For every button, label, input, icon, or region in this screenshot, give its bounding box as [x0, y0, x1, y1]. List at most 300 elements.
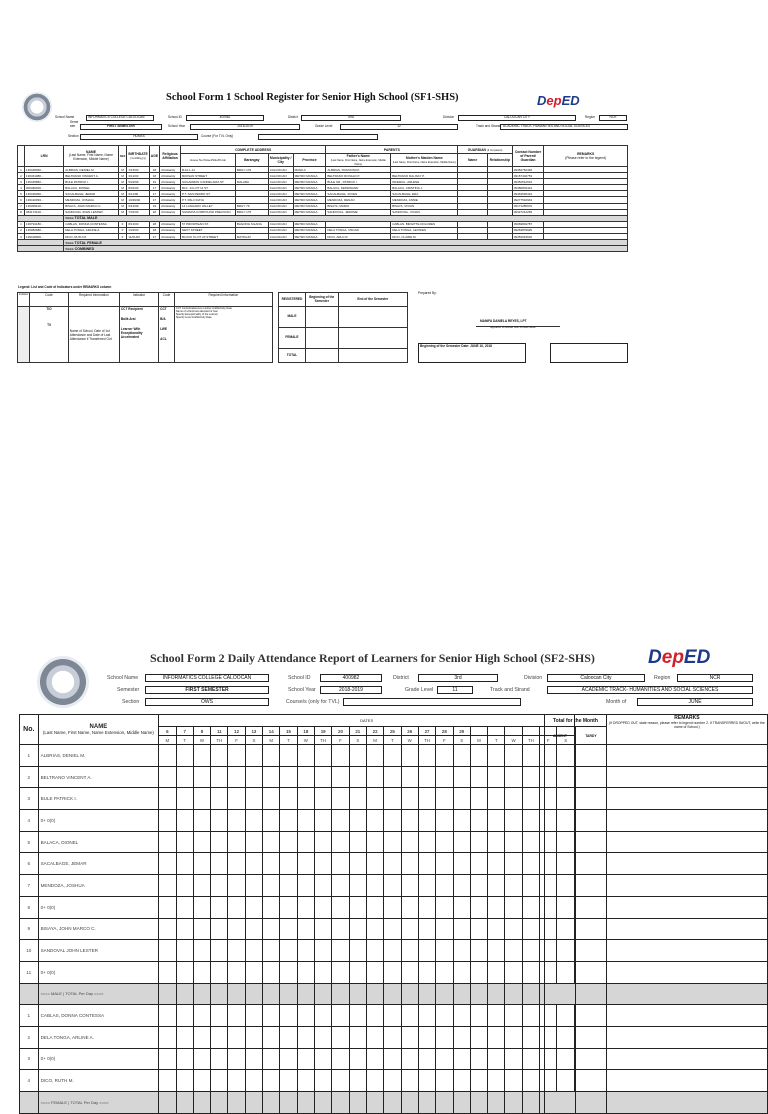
attendance-cell[interactable]	[436, 1070, 453, 1092]
attendance-cell[interactable]	[366, 918, 383, 940]
attendance-cell[interactable]	[193, 1070, 210, 1092]
attendance-cell[interactable]	[470, 1048, 487, 1070]
attendance-cell[interactable]	[384, 853, 401, 875]
attendance-cell[interactable]	[470, 918, 487, 940]
attendance-cell[interactable]	[211, 831, 228, 853]
attendance-cell[interactable]	[453, 896, 470, 918]
attendance-cell[interactable]	[522, 853, 539, 875]
attendance-cell[interactable]	[436, 810, 453, 832]
remarks-cell[interactable]	[606, 896, 767, 918]
attendance-cell[interactable]	[488, 875, 505, 897]
attendance-cell[interactable]	[245, 1048, 262, 1070]
attendance-cell[interactable]	[332, 831, 349, 853]
attendance-cell[interactable]	[211, 940, 228, 962]
attendance-cell[interactable]	[332, 875, 349, 897]
attendance-cell[interactable]	[349, 1005, 366, 1027]
attendance-cell[interactable]	[418, 788, 435, 810]
remarks-cell[interactable]	[606, 745, 767, 767]
attendance-cell[interactable]	[332, 1026, 349, 1048]
attendance-cell[interactable]	[349, 875, 366, 897]
absent-cell[interactable]	[545, 896, 576, 918]
attendance-cell[interactable]	[211, 788, 228, 810]
attendance-cell[interactable]	[384, 745, 401, 767]
attendance-cell[interactable]	[436, 896, 453, 918]
attendance-cell[interactable]	[332, 1070, 349, 1092]
attendance-cell[interactable]	[349, 1048, 366, 1070]
attendance-cell[interactable]	[453, 831, 470, 853]
attendance-cell[interactable]	[315, 918, 332, 940]
attendance-cell[interactable]	[332, 810, 349, 832]
attendance-cell[interactable]	[297, 918, 314, 940]
attendance-cell[interactable]	[505, 896, 522, 918]
tardy-cell[interactable]	[575, 831, 606, 853]
attendance-cell[interactable]	[228, 1026, 245, 1048]
attendance-cell[interactable]	[384, 896, 401, 918]
attendance-cell[interactable]	[522, 1048, 539, 1070]
absent-cell[interactable]	[545, 961, 576, 983]
attendance-cell[interactable]	[401, 1048, 418, 1070]
tardy-cell[interactable]	[575, 983, 606, 1005]
attendance-cell[interactable]	[263, 788, 280, 810]
tardy-cell[interactable]	[575, 1092, 606, 1114]
attendance-cell[interactable]	[453, 853, 470, 875]
attendance-cell[interactable]	[228, 918, 245, 940]
attendance-cell[interactable]	[453, 788, 470, 810]
attendance-cell[interactable]	[418, 1070, 435, 1092]
attendance-cell[interactable]	[193, 788, 210, 810]
attendance-cell[interactable]	[193, 745, 210, 767]
attendance-cell[interactable]	[488, 1026, 505, 1048]
absent-cell[interactable]	[545, 875, 576, 897]
attendance-cell[interactable]	[315, 1005, 332, 1027]
attendance-cell[interactable]	[245, 831, 262, 853]
attendance-cell[interactable]	[315, 1026, 332, 1048]
absent-cell[interactable]	[545, 853, 576, 875]
attendance-cell[interactable]	[505, 831, 522, 853]
attendance-cell[interactable]	[228, 745, 245, 767]
attendance-cell[interactable]	[332, 853, 349, 875]
attendance-cell[interactable]	[401, 831, 418, 853]
attendance-cell[interactable]	[315, 875, 332, 897]
attendance-cell[interactable]	[384, 1005, 401, 1027]
attendance-cell[interactable]	[384, 788, 401, 810]
attendance-cell[interactable]	[505, 940, 522, 962]
attendance-cell[interactable]	[418, 940, 435, 962]
attendance-cell[interactable]	[366, 766, 383, 788]
attendance-cell[interactable]	[505, 1070, 522, 1092]
attendance-cell[interactable]	[522, 896, 539, 918]
absent-cell[interactable]	[545, 1026, 576, 1048]
attendance-cell[interactable]	[436, 940, 453, 962]
attendance-cell[interactable]	[436, 788, 453, 810]
remarks-cell[interactable]	[606, 766, 767, 788]
absent-cell[interactable]	[545, 1092, 576, 1114]
attendance-cell[interactable]	[436, 766, 453, 788]
attendance-cell[interactable]	[436, 918, 453, 940]
attendance-cell[interactable]	[176, 831, 193, 853]
attendance-cell[interactable]	[488, 1005, 505, 1027]
attendance-cell[interactable]	[453, 766, 470, 788]
attendance-cell[interactable]	[280, 918, 297, 940]
attendance-cell[interactable]	[470, 940, 487, 962]
remarks-cell[interactable]	[606, 961, 767, 983]
attendance-cell[interactable]	[159, 1026, 176, 1048]
attendance-cell[interactable]	[176, 745, 193, 767]
attendance-cell[interactable]	[211, 961, 228, 983]
attendance-cell[interactable]	[401, 853, 418, 875]
attendance-cell[interactable]	[418, 831, 435, 853]
attendance-cell[interactable]	[280, 853, 297, 875]
attendance-cell[interactable]	[176, 1005, 193, 1027]
attendance-cell[interactable]	[401, 745, 418, 767]
attendance-cell[interactable]	[488, 810, 505, 832]
attendance-cell[interactable]	[384, 831, 401, 853]
attendance-cell[interactable]	[384, 918, 401, 940]
attendance-cell[interactable]	[470, 810, 487, 832]
attendance-cell[interactable]	[366, 961, 383, 983]
attendance-cell[interactable]	[401, 788, 418, 810]
attendance-cell[interactable]	[245, 766, 262, 788]
attendance-cell[interactable]	[280, 1070, 297, 1092]
attendance-cell[interactable]	[384, 1048, 401, 1070]
attendance-cell[interactable]	[436, 1026, 453, 1048]
attendance-cell[interactable]	[315, 853, 332, 875]
attendance-cell[interactable]	[332, 766, 349, 788]
tardy-cell[interactable]	[575, 1070, 606, 1092]
attendance-cell[interactable]	[349, 1070, 366, 1092]
attendance-cell[interactable]	[228, 810, 245, 832]
attendance-cell[interactable]	[332, 961, 349, 983]
attendance-cell[interactable]	[211, 1048, 228, 1070]
attendance-cell[interactable]	[245, 1070, 262, 1092]
attendance-cell[interactable]	[297, 896, 314, 918]
attendance-cell[interactable]	[211, 1005, 228, 1027]
attendance-cell[interactable]	[297, 788, 314, 810]
absent-cell[interactable]	[545, 983, 576, 1005]
attendance-cell[interactable]	[401, 1026, 418, 1048]
attendance-cell[interactable]	[193, 853, 210, 875]
attendance-cell[interactable]	[349, 831, 366, 853]
attendance-cell[interactable]	[349, 918, 366, 940]
attendance-cell[interactable]	[470, 1005, 487, 1027]
remarks-cell[interactable]	[606, 1070, 767, 1092]
attendance-cell[interactable]	[488, 745, 505, 767]
attendance-cell[interactable]	[280, 961, 297, 983]
attendance-cell[interactable]	[366, 853, 383, 875]
attendance-cell[interactable]	[228, 875, 245, 897]
attendance-cell[interactable]	[228, 896, 245, 918]
attendance-cell[interactable]	[332, 788, 349, 810]
attendance-cell[interactable]	[315, 896, 332, 918]
attendance-cell[interactable]	[366, 875, 383, 897]
attendance-cell[interactable]	[436, 1005, 453, 1027]
attendance-cell[interactable]	[280, 766, 297, 788]
attendance-cell[interactable]	[297, 940, 314, 962]
attendance-cell[interactable]	[384, 810, 401, 832]
attendance-cell[interactable]	[349, 1026, 366, 1048]
attendance-cell[interactable]	[470, 1070, 487, 1092]
tardy-cell[interactable]	[575, 1005, 606, 1027]
attendance-cell[interactable]	[228, 1070, 245, 1092]
attendance-cell[interactable]	[505, 961, 522, 983]
remarks-cell[interactable]	[606, 940, 767, 962]
remarks-cell[interactable]	[606, 1005, 767, 1027]
attendance-cell[interactable]	[193, 1005, 210, 1027]
tardy-cell[interactable]	[575, 853, 606, 875]
attendance-cell[interactable]	[522, 745, 539, 767]
tardy-cell[interactable]	[575, 961, 606, 983]
attendance-cell[interactable]	[211, 875, 228, 897]
attendance-cell[interactable]	[332, 940, 349, 962]
attendance-cell[interactable]	[401, 940, 418, 962]
attendance-cell[interactable]	[228, 1048, 245, 1070]
remarks-cell[interactable]	[606, 1048, 767, 1070]
attendance-cell[interactable]	[297, 1048, 314, 1070]
attendance-cell[interactable]	[470, 853, 487, 875]
attendance-cell[interactable]	[488, 766, 505, 788]
attendance-cell[interactable]	[436, 831, 453, 853]
attendance-cell[interactable]	[228, 1005, 245, 1027]
attendance-cell[interactable]	[436, 745, 453, 767]
attendance-cell[interactable]	[505, 1048, 522, 1070]
attendance-cell[interactable]	[297, 875, 314, 897]
attendance-cell[interactable]	[522, 788, 539, 810]
attendance-cell[interactable]	[315, 745, 332, 767]
attendance-cell[interactable]	[159, 961, 176, 983]
attendance-cell[interactable]	[453, 810, 470, 832]
attendance-cell[interactable]	[349, 810, 366, 832]
attendance-cell[interactable]	[349, 896, 366, 918]
attendance-cell[interactable]	[193, 766, 210, 788]
attendance-cell[interactable]	[297, 1005, 314, 1027]
attendance-cell[interactable]	[470, 1026, 487, 1048]
attendance-cell[interactable]	[297, 766, 314, 788]
attendance-cell[interactable]	[505, 1026, 522, 1048]
attendance-cell[interactable]	[245, 940, 262, 962]
attendance-cell[interactable]	[176, 810, 193, 832]
attendance-cell[interactable]	[505, 918, 522, 940]
attendance-cell[interactable]	[211, 766, 228, 788]
attendance-cell[interactable]	[522, 940, 539, 962]
attendance-cell[interactable]	[315, 831, 332, 853]
attendance-cell[interactable]	[176, 940, 193, 962]
attendance-cell[interactable]	[488, 896, 505, 918]
attendance-cell[interactable]	[349, 940, 366, 962]
attendance-cell[interactable]	[159, 810, 176, 832]
attendance-cell[interactable]	[263, 961, 280, 983]
absent-cell[interactable]	[545, 1048, 576, 1070]
attendance-cell[interactable]	[453, 940, 470, 962]
absent-cell[interactable]	[545, 788, 576, 810]
attendance-cell[interactable]	[280, 1048, 297, 1070]
attendance-cell[interactable]	[522, 875, 539, 897]
attendance-cell[interactable]	[297, 745, 314, 767]
attendance-cell[interactable]	[366, 940, 383, 962]
attendance-cell[interactable]	[193, 1048, 210, 1070]
tardy-cell[interactable]	[575, 875, 606, 897]
attendance-cell[interactable]	[349, 766, 366, 788]
attendance-cell[interactable]	[280, 875, 297, 897]
attendance-cell[interactable]	[315, 1070, 332, 1092]
attendance-cell[interactable]	[159, 918, 176, 940]
attendance-cell[interactable]	[332, 896, 349, 918]
attendance-cell[interactable]	[263, 766, 280, 788]
attendance-cell[interactable]	[159, 831, 176, 853]
attendance-cell[interactable]	[193, 1026, 210, 1048]
attendance-cell[interactable]	[453, 745, 470, 767]
attendance-cell[interactable]	[315, 788, 332, 810]
attendance-cell[interactable]	[332, 745, 349, 767]
attendance-cell[interactable]	[418, 1026, 435, 1048]
attendance-cell[interactable]	[366, 831, 383, 853]
attendance-cell[interactable]	[470, 788, 487, 810]
attendance-cell[interactable]	[245, 961, 262, 983]
attendance-cell[interactable]	[401, 961, 418, 983]
attendance-cell[interactable]	[488, 961, 505, 983]
attendance-cell[interactable]	[418, 1048, 435, 1070]
attendance-cell[interactable]	[332, 1005, 349, 1027]
absent-cell[interactable]	[545, 831, 576, 853]
attendance-cell[interactable]	[159, 766, 176, 788]
attendance-cell[interactable]	[159, 875, 176, 897]
attendance-cell[interactable]	[193, 875, 210, 897]
attendance-cell[interactable]	[384, 875, 401, 897]
attendance-cell[interactable]	[401, 766, 418, 788]
attendance-cell[interactable]	[211, 896, 228, 918]
attendance-cell[interactable]	[505, 745, 522, 767]
attendance-cell[interactable]	[297, 961, 314, 983]
tardy-cell[interactable]	[575, 1026, 606, 1048]
attendance-cell[interactable]	[297, 1026, 314, 1048]
attendance-cell[interactable]	[315, 1048, 332, 1070]
attendance-cell[interactable]	[470, 766, 487, 788]
remarks-cell[interactable]	[606, 853, 767, 875]
attendance-cell[interactable]	[176, 853, 193, 875]
remarks-cell[interactable]	[606, 875, 767, 897]
attendance-cell[interactable]	[159, 853, 176, 875]
tardy-cell[interactable]	[575, 745, 606, 767]
attendance-cell[interactable]	[263, 1048, 280, 1070]
attendance-cell[interactable]	[349, 961, 366, 983]
remarks-cell[interactable]	[606, 1026, 767, 1048]
attendance-cell[interactable]	[332, 918, 349, 940]
attendance-cell[interactable]	[280, 1005, 297, 1027]
attendance-cell[interactable]	[297, 1070, 314, 1092]
attendance-cell[interactable]	[366, 1026, 383, 1048]
attendance-cell[interactable]	[280, 810, 297, 832]
attendance-cell[interactable]	[505, 766, 522, 788]
attendance-cell[interactable]	[280, 745, 297, 767]
attendance-cell[interactable]	[349, 853, 366, 875]
attendance-cell[interactable]	[280, 831, 297, 853]
attendance-cell[interactable]	[211, 918, 228, 940]
attendance-cell[interactable]	[159, 1005, 176, 1027]
absent-cell[interactable]	[545, 940, 576, 962]
attendance-cell[interactable]	[193, 961, 210, 983]
attendance-cell[interactable]	[366, 810, 383, 832]
remarks-cell[interactable]	[606, 831, 767, 853]
attendance-cell[interactable]	[263, 1070, 280, 1092]
attendance-cell[interactable]	[263, 1005, 280, 1027]
attendance-cell[interactable]	[159, 1048, 176, 1070]
absent-cell[interactable]	[545, 1005, 576, 1027]
attendance-cell[interactable]	[470, 831, 487, 853]
attendance-cell[interactable]	[159, 788, 176, 810]
attendance-cell[interactable]	[193, 896, 210, 918]
attendance-cell[interactable]	[505, 788, 522, 810]
attendance-cell[interactable]	[522, 1070, 539, 1092]
attendance-cell[interactable]	[470, 745, 487, 767]
attendance-cell[interactable]	[488, 1048, 505, 1070]
attendance-cell[interactable]	[522, 961, 539, 983]
attendance-cell[interactable]	[401, 896, 418, 918]
attendance-cell[interactable]	[228, 788, 245, 810]
attendance-cell[interactable]	[436, 1048, 453, 1070]
attendance-cell[interactable]	[453, 1005, 470, 1027]
attendance-cell[interactable]	[384, 1070, 401, 1092]
attendance-cell[interactable]	[366, 1005, 383, 1027]
attendance-cell[interactable]	[280, 1026, 297, 1048]
tardy-cell[interactable]	[575, 918, 606, 940]
attendance-cell[interactable]	[401, 875, 418, 897]
attendance-cell[interactable]	[315, 940, 332, 962]
attendance-cell[interactable]	[245, 875, 262, 897]
absent-cell[interactable]	[545, 810, 576, 832]
attendance-cell[interactable]	[418, 810, 435, 832]
attendance-cell[interactable]	[211, 1070, 228, 1092]
attendance-cell[interactable]	[228, 766, 245, 788]
attendance-cell[interactable]	[332, 1048, 349, 1070]
attendance-cell[interactable]	[176, 788, 193, 810]
attendance-cell[interactable]	[505, 1005, 522, 1027]
attendance-cell[interactable]	[315, 810, 332, 832]
attendance-cell[interactable]	[263, 940, 280, 962]
attendance-cell[interactable]	[263, 810, 280, 832]
attendance-cell[interactable]	[401, 918, 418, 940]
attendance-cell[interactable]	[349, 745, 366, 767]
attendance-cell[interactable]	[245, 1005, 262, 1027]
tardy-cell[interactable]	[575, 810, 606, 832]
attendance-cell[interactable]	[522, 831, 539, 853]
attendance-cell[interactable]	[418, 766, 435, 788]
attendance-cell[interactable]	[176, 1026, 193, 1048]
attendance-cell[interactable]	[159, 940, 176, 962]
attendance-cell[interactable]	[245, 896, 262, 918]
attendance-cell[interactable]	[488, 918, 505, 940]
attendance-cell[interactable]	[401, 1070, 418, 1092]
attendance-cell[interactable]	[488, 831, 505, 853]
attendance-cell[interactable]	[470, 875, 487, 897]
remarks-cell[interactable]	[606, 983, 767, 1005]
attendance-cell[interactable]	[401, 1005, 418, 1027]
attendance-cell[interactable]	[418, 896, 435, 918]
attendance-cell[interactable]	[245, 1026, 262, 1048]
attendance-cell[interactable]	[176, 896, 193, 918]
attendance-cell[interactable]	[297, 810, 314, 832]
attendance-cell[interactable]	[211, 853, 228, 875]
attendance-cell[interactable]	[176, 918, 193, 940]
attendance-cell[interactable]	[349, 788, 366, 810]
attendance-cell[interactable]	[522, 766, 539, 788]
attendance-cell[interactable]	[159, 896, 176, 918]
attendance-cell[interactable]	[366, 745, 383, 767]
attendance-cell[interactable]	[159, 1070, 176, 1092]
attendance-cell[interactable]	[245, 853, 262, 875]
attendance-cell[interactable]	[263, 831, 280, 853]
attendance-cell[interactable]	[453, 961, 470, 983]
attendance-cell[interactable]	[228, 853, 245, 875]
attendance-cell[interactable]	[193, 831, 210, 853]
